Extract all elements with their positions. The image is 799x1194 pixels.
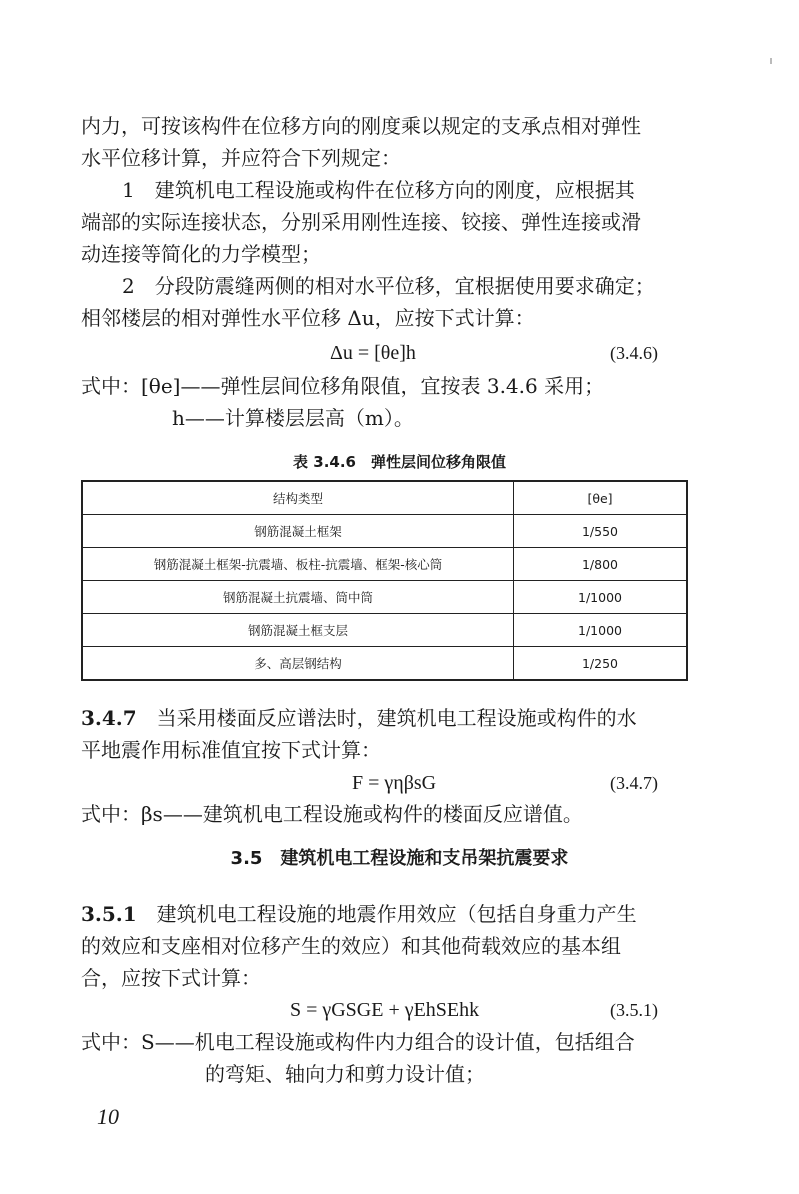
table-cell: 1/250: [514, 647, 688, 681]
where-clause: 式中：βs——建筑机电工程设施或构件的楼面反应谱值。: [81, 802, 583, 826]
equation-3-4-6: Δu = [θe]h: [330, 342, 416, 364]
clause-text: 当采用楼面反应谱法时，建筑机电工程设施或构件的水: [136, 706, 637, 730]
text-line: 内力，可按该构件在位移方向的刚度乘以规定的支承点相对弹性: [81, 114, 641, 138]
equation-3-5-1: S = γGSGE + γEhSEhk: [290, 999, 480, 1021]
table-cell: 1/1000: [514, 614, 688, 647]
table-row: [82, 614, 687, 647]
text-line: 水平位移计算，并应符合下列规定：: [81, 146, 401, 170]
table-row: [82, 581, 687, 614]
text-line: 2 分段防震缝两侧的相对水平位移，宜根据使用要求确定；: [122, 274, 655, 298]
table-cell: 1/550: [514, 515, 688, 548]
clause-3-5-1: [81, 900, 637, 928]
clause-3-4-7: [81, 704, 637, 732]
scan-mark: [770, 58, 772, 64]
table-row: [82, 515, 687, 548]
table-caption: 表 3.4.6 弹性层间位移角限值: [293, 453, 506, 471]
header-cell: [θe]: [514, 481, 688, 515]
equation-number: (3.4.6): [610, 343, 658, 363]
page-number: 10: [97, 1104, 119, 1129]
text-line: 1 建筑机电工程设施或构件在位移方向的刚度，应根据其: [122, 178, 635, 202]
text-line: 动连接等简化的力学模型；: [81, 242, 321, 266]
text-line: 相邻楼层的相对弹性水平位移 Δu，应按下式计算：: [81, 306, 535, 330]
table-cell: 多、高层钢结构: [82, 647, 514, 681]
table-cell: 钢筋混凝土框架-抗震墙、板柱-抗震墙、框架-核心筒: [82, 548, 514, 581]
table-header-row: [82, 481, 687, 515]
clause-number: 3.4.7: [81, 706, 137, 730]
table-cell: 1/800: [514, 548, 688, 581]
table-row: [82, 647, 687, 681]
header-cell: 结构类型: [82, 481, 514, 515]
where-clause: 的弯矩、轴向力和剪力设计值；: [205, 1062, 485, 1086]
table-cell: 钢筋混凝土抗震墙、筒中筒: [82, 581, 514, 614]
table-cell: 1/1000: [514, 581, 688, 614]
limit-table: [81, 480, 688, 681]
where-clause: 式中：[θe]——弹性层间位移角限值，宜按表 3.4.6 采用；: [81, 374, 605, 398]
table-cell: 钢筋混凝土框架: [82, 515, 514, 548]
table-cell: 钢筋混凝土框支层: [82, 614, 514, 647]
section-title: 3.5 建筑机电工程设施和支吊架抗震要求: [230, 848, 569, 869]
text-line: 合，应按下式计算：: [81, 966, 261, 990]
text-line: 平地震作用标准值宜按下式计算：: [81, 738, 381, 762]
where-clause: 式中：S——机电工程设施或构件内力组合的设计值，包括组合: [81, 1030, 635, 1054]
equation-number: (3.5.1): [610, 1000, 658, 1020]
text-line: 端部的实际连接状态，分别采用刚性连接、铰接、弹性连接或滑: [81, 210, 641, 234]
equation-number: (3.4.7): [610, 773, 658, 793]
clause-number: 3.5.1: [81, 902, 137, 926]
text-line: 的效应和支座相对位移产生的效应）和其他荷载效应的基本组: [81, 934, 621, 958]
equation-3-4-7: F = γηβsG: [352, 772, 437, 794]
where-clause: h——计算楼层层高（m）。: [172, 406, 414, 430]
table-row: [82, 548, 687, 581]
clause-text: 建筑机电工程设施的地震作用效应（包括自身重力产生: [136, 902, 637, 926]
